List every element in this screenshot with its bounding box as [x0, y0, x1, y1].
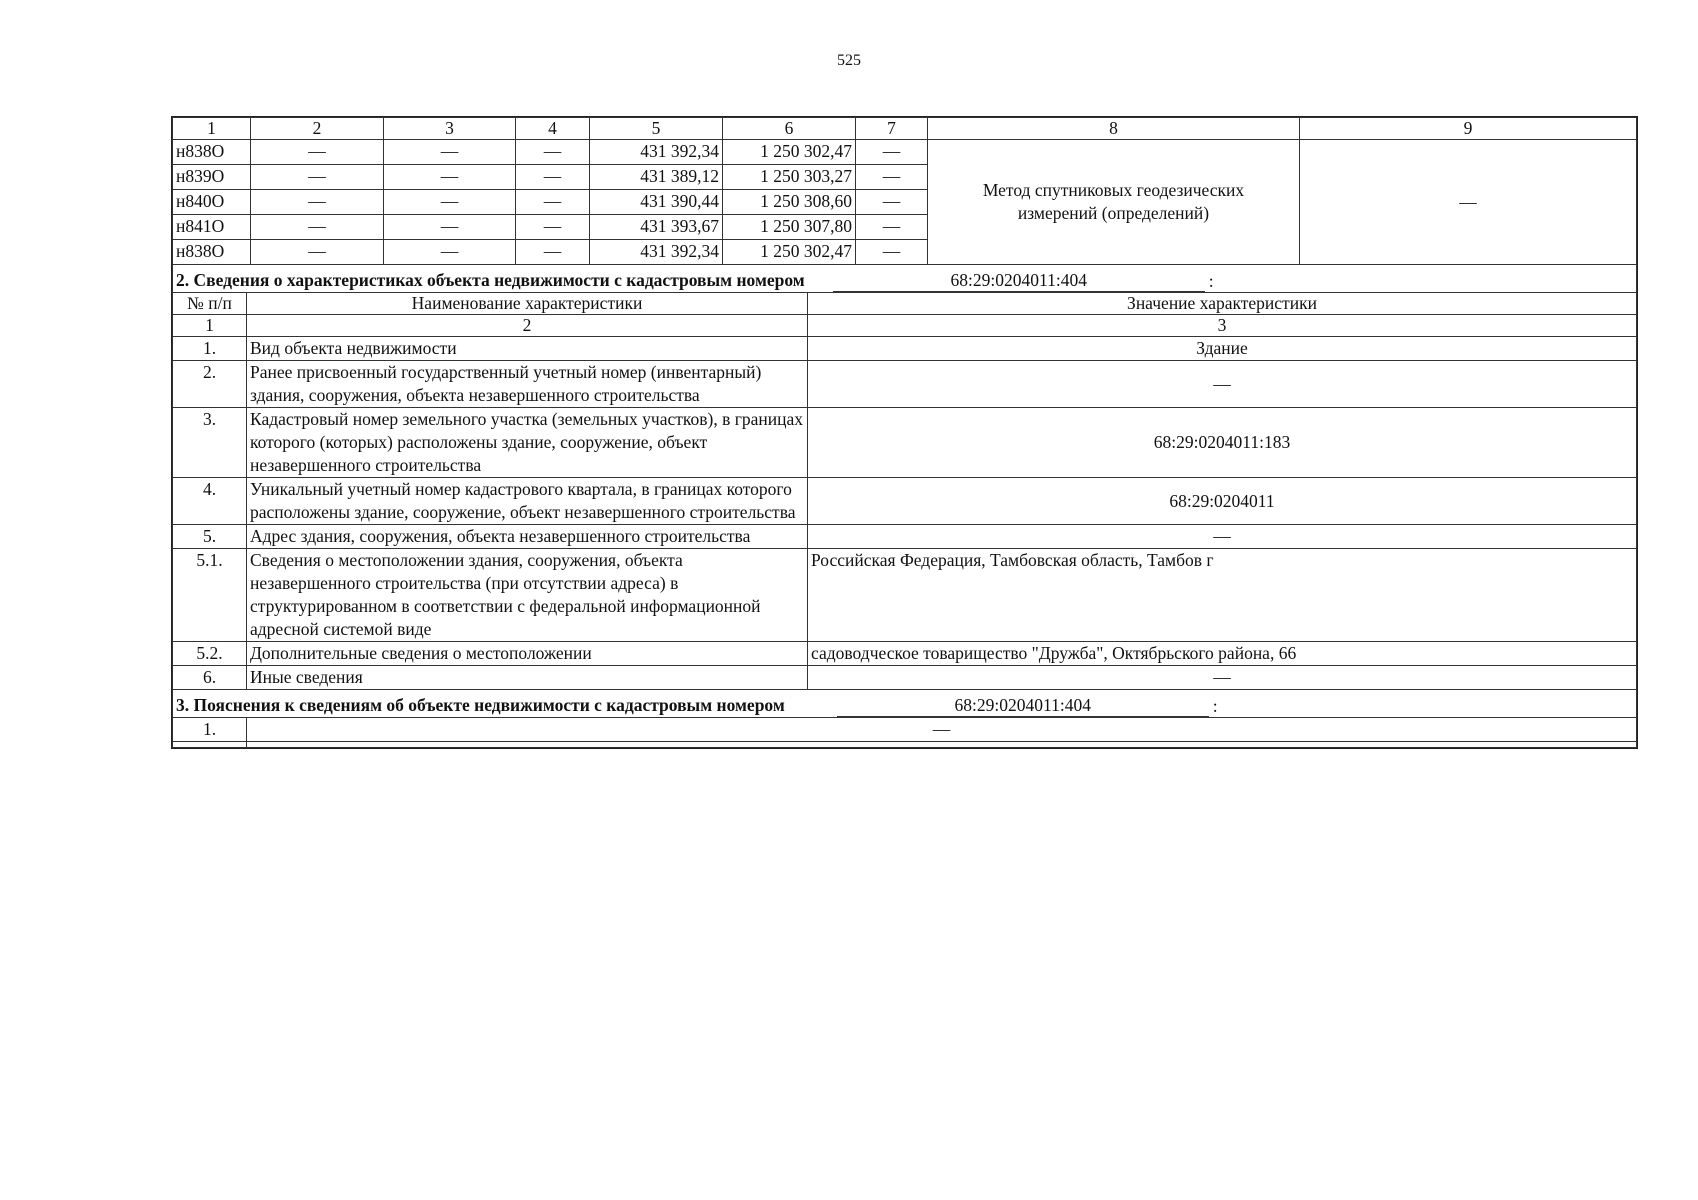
table-row: [173, 337, 1637, 361]
cell: —: [856, 190, 928, 215]
characteristic-name: Кадастровый номер земельного участка (земельных участков), в границах которого (которых) расположены здание, сооружение, объект незавершенного строительства: [247, 408, 808, 478]
cell: —: [384, 140, 516, 165]
bottom-strip: [173, 742, 1637, 748]
table-row: [173, 718, 1637, 742]
table-row: [173, 549, 1637, 642]
characteristic-name: Сведения о местоположении здания, сооружения, объекта незавершенного строительства (при отсутствии адреса) в структурированном в соответствии с федеральной информационной адресной системой виде: [247, 549, 808, 642]
table-row: [173, 666, 1637, 690]
characteristics-table: [172, 264, 1637, 690]
section-title-row: [173, 265, 1637, 293]
explanations-table: [172, 689, 1637, 748]
point-name: н839О: [173, 165, 251, 190]
table-row: [173, 642, 1637, 666]
col-number: 5: [590, 118, 723, 140]
characteristic-name: Дополнительные сведения о местоположении: [247, 642, 808, 666]
cell: —: [516, 240, 590, 265]
cell: —: [251, 240, 384, 265]
y-coordinate: 1 250 302,47: [723, 140, 856, 165]
characteristic-value: Здание: [808, 337, 1637, 361]
page-number: 525: [837, 52, 861, 69]
table-row: [173, 361, 1637, 408]
y-coordinate: 1 250 308,60: [723, 190, 856, 215]
characteristic-value: 68:29:0204011:183: [808, 408, 1637, 478]
cell: —: [856, 140, 928, 165]
cell: —: [516, 140, 590, 165]
x-coordinate: 431 392,34: [590, 140, 723, 165]
row-number: 1.: [173, 718, 247, 742]
point-name: н838О: [173, 140, 251, 165]
characteristic-value: —: [808, 525, 1637, 549]
header-name: Наименование характеристики: [247, 293, 808, 315]
cell: —: [251, 140, 384, 165]
col-number: 2: [251, 118, 384, 140]
x-coordinate: 431 389,12: [590, 165, 723, 190]
row-number: 3.: [173, 408, 247, 478]
col-number: 3: [384, 118, 516, 140]
cell: —: [516, 215, 590, 240]
row-number: 5.: [173, 525, 247, 549]
characteristic-value: Российская Федерация, Тамбовская область, Тамбов г: [808, 549, 1637, 642]
method-cell: Метод спутниковых геодезических измерений (определений): [928, 140, 1300, 265]
col-number: 8: [928, 118, 1300, 140]
colon: :: [1208, 271, 1214, 291]
col-number: 2: [247, 315, 808, 337]
x-coordinate: 431 392,34: [590, 240, 723, 265]
table-row: [173, 525, 1637, 549]
header-row: [173, 293, 1637, 315]
col-number: 7: [856, 118, 928, 140]
x-coordinate: 431 390,44: [590, 190, 723, 215]
cell: —: [384, 190, 516, 215]
col-number: 4: [516, 118, 590, 140]
characteristic-name: Ранее присвоенный государственный учетный номер (инвентарный) здания, сооружения, объекта незавершенного строительства: [247, 361, 808, 408]
characteristic-value: —: [808, 666, 1637, 690]
row-number: 5.1.: [173, 549, 247, 642]
characteristic-name: Вид объекта недвижимости: [247, 337, 808, 361]
point-name: н838О: [173, 240, 251, 265]
point-name: н840О: [173, 190, 251, 215]
cell: —: [856, 240, 928, 265]
characteristic-value: —: [808, 361, 1637, 408]
cell: —: [516, 190, 590, 215]
cell: —: [856, 165, 928, 190]
section-title-row: [173, 690, 1637, 718]
cell: —: [251, 215, 384, 240]
section-2-title: 2. Сведения о характеристиках объекта недвижимости с кадастровым номером: [176, 270, 805, 290]
characteristic-value: 68:29:0204011: [808, 478, 1637, 525]
cell: —: [384, 215, 516, 240]
y-coordinate: 1 250 303,27: [723, 165, 856, 190]
explanation-value: —: [247, 718, 1637, 742]
col-number: 6: [723, 118, 856, 140]
cell: —: [856, 215, 928, 240]
cell: —: [251, 165, 384, 190]
row-number: 4.: [173, 478, 247, 525]
col-number: 1: [173, 118, 251, 140]
characteristic-name: Уникальный учетный номер кадастрового квартала, в границах которого расположены здание, сооружение, объект незавершенного строительства: [247, 478, 808, 525]
cell: —: [384, 165, 516, 190]
column-number-row: [173, 315, 1637, 337]
x-coordinate: 431 393,67: [590, 215, 723, 240]
coordinates-table: [172, 117, 1637, 265]
table-row: [173, 140, 1637, 165]
point-name: н841О: [173, 215, 251, 240]
cadastral-document-sheet: [171, 116, 1638, 749]
characteristic-name: Адрес здания, сооружения, объекта незавершенного строительства: [247, 525, 808, 549]
colon: :: [1212, 696, 1218, 716]
cell: —: [251, 190, 384, 215]
row-number: 1.: [173, 337, 247, 361]
col-number: 9: [1300, 118, 1637, 140]
table-row: [173, 478, 1637, 525]
section-3-title: 3. Пояснения к сведениям об объекте недвижимости с кадастровым номером: [176, 695, 785, 715]
section-3-cadastral-number: 68:29:0204011:404: [837, 694, 1209, 717]
characteristic-name: Иные сведения: [247, 666, 808, 690]
col-number: 3: [808, 315, 1637, 337]
row-number: 2.: [173, 361, 247, 408]
section-2-cadastral-number: 68:29:0204011:404: [833, 269, 1205, 292]
cell: —: [516, 165, 590, 190]
row-number: 6.: [173, 666, 247, 690]
header-value: Значение характеристики: [808, 293, 1637, 315]
table-row: [173, 408, 1637, 478]
row-number: 5.2.: [173, 642, 247, 666]
header-num: № п/п: [173, 293, 247, 315]
y-coordinate: 1 250 302,47: [723, 240, 856, 265]
col-number: 1: [173, 315, 247, 337]
col9-cell: —: [1300, 140, 1637, 265]
characteristic-value: садоводческое товарищество "Дружба", Октябрьского района, 66: [808, 642, 1637, 666]
cell: —: [384, 240, 516, 265]
y-coordinate: 1 250 307,80: [723, 215, 856, 240]
column-number-row: [173, 118, 1637, 140]
